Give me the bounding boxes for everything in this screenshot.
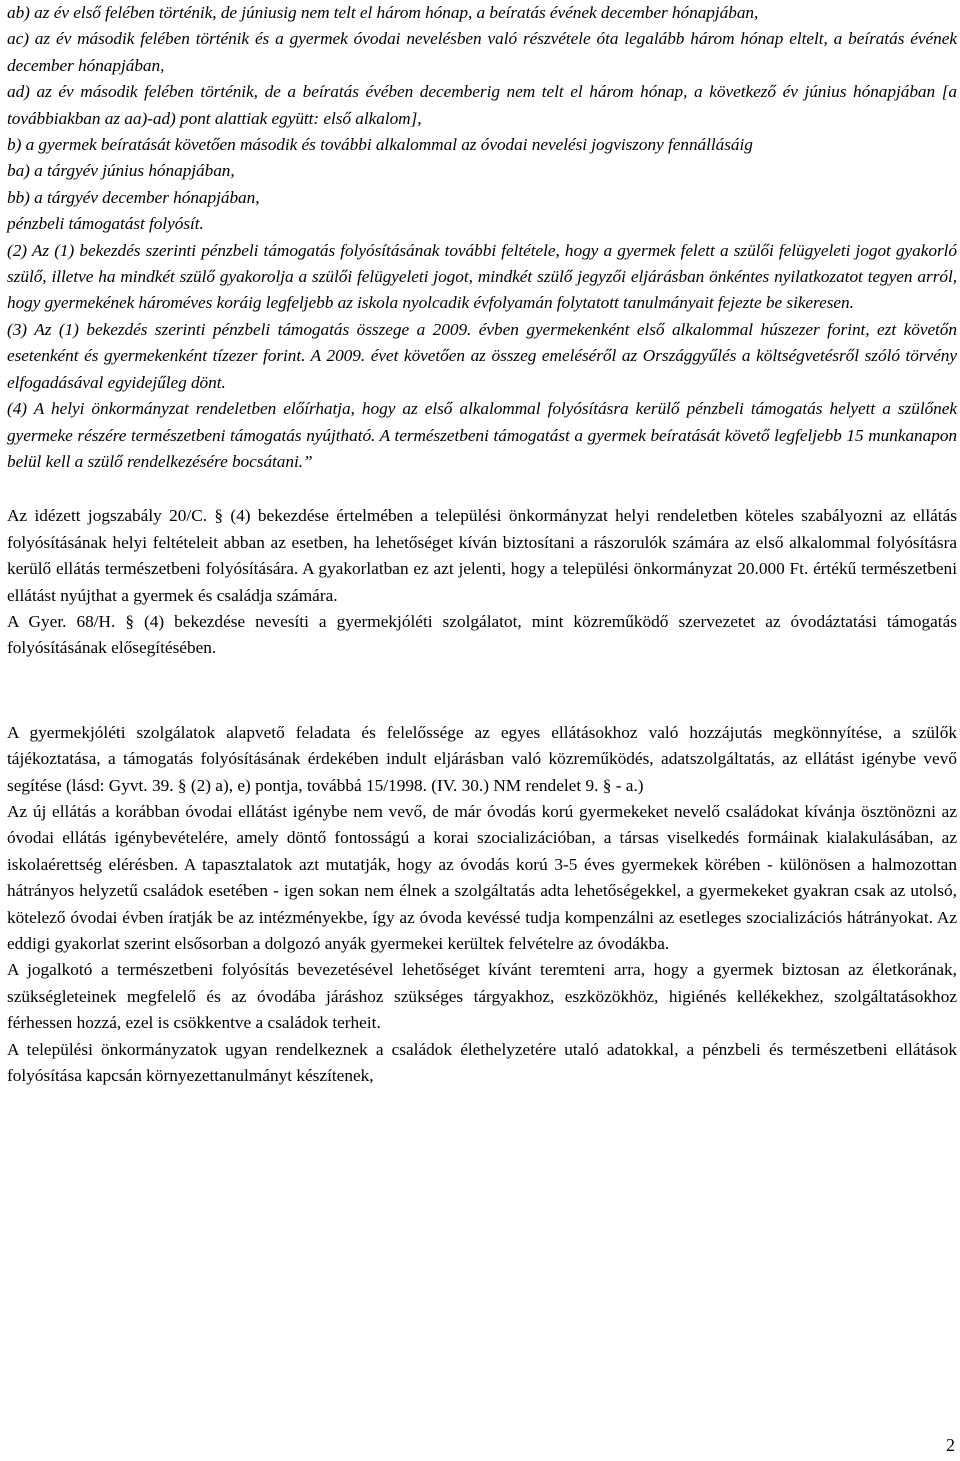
paragraph-ac: ac) az év második felében történik és a gyermek óvodai nevelésben való részvétele óta legalább három hónap eltelt, a beíratás évének december hónapjában, (7, 29, 957, 75)
paragraph-municipalities: A települési önkormányzatok ugyan rendelkeznek a családok élethelyzetére utaló adatokkal, a pénzbeli és természetbeni ellátások folyósítása kapcsán környezettanulmányt készítenek, (7, 1039, 957, 1086)
paragraph-bb: bb) a tárgyév december hónapjában, (7, 187, 260, 207)
paragraph-gyer: A Gyer. 68/H. § (4) bekezdése nevesíti a gyermekjóléti szolgálatot, mint közreműködő szervezetet az óvodáztatási támogatás folyósításának elősegítésében. (7, 611, 957, 658)
paragraph-ab: ab) az év első felében történik, de júniusig nem telt el három hónap, a beíratás évének december hónapjában, (7, 3, 759, 22)
paragraph-legislator-intent: A jogalkotó a természetbeni folyósítás bevezetésével lehetőséget kívánt teremteni arra, hogy a gyermek biztosan az életkorának, szükségleteinek megfelelő és az óvodába járáshoz szükséges tárgyakhoz, eszközökhöz, higiénés kellékekhez, szolgáltatásokhoz férhessen hozzá, ezel is csökkentve a családok terheit. (7, 960, 957, 1033)
paragraph-ad: ad) az év második felében történik, de a beíratás évében decemberig nem telt el három hónap, a következő év június hónapjában [a továbbiakban az aa)-ad) pont alattiak együtt: első alkalom], (7, 82, 957, 128)
quoted-law-block (7, 0, 957, 475)
document-page (7, 0, 957, 1089)
paragraph-child-welfare-tasks: A gyermekjóléti szolgálatok alapvető feladata és felelőssége az egyes ellátásokhoz való hozzájutás megkönnyítése, a szülők tájékoztatása, a támogatás folyósításának érdekében indult eljárásban való közreműködés, adatszolgáltatás, az ellátást igénybe vevő segítése (lásd: Gyvt. 39. § (2) a), e) pontja, továbbá 15/1998. (IV. 30.) NM rendelet 9. § - a.) (7, 722, 957, 795)
paragraph-section-3: (3) Az (1) bekezdés szerinti pénzbeli támogatás összege a 2009. évben gyermekenként első alkalommal húszezer forint, ezt követőn esetenként és gyermekenként tízezer forint. A 2009. évet követően az összeg emeléséről az Országgyűlés a költségvetésről szóló törvény elfogadásával egyidejűleg dönt. (7, 319, 957, 392)
commentary-block (7, 503, 957, 661)
spacer (7, 475, 957, 503)
paragraph-b: b) a gyermek beíratását követően második és további alkalommal az óvodai nevelési jogviszony fennállásáig (7, 135, 753, 155)
paragraph-new-benefit: Az új ellátás a korábban óvodai ellátást igénybe nem vevő, de már óvodás korú gyermekeket nevelő családokat kívánja ösztönözni az óvodai ellátás igénybevételére, amely döntő fontosságú a korai szocializációban, a társas viselkedés formáinak kialakulásában, az iskolaérettség elérésben. A tapasztalatok azt mutatják, hogy az óvodás korú 3-5 éves gyermekek körében - különösen a halmozottan hátrányos helyzetű családok esetében - igen sokan nem élnek a szolgáltatás adta lehetőségekkel, a gyermekeket gyakran csak az utolsó, kötelező óvodai évben íratják be az intézményekbe, így az óvoda kevéssé tudja kompenzálni az esetleges szocializációs hátrányokat. Az eddigi gyakorlat szerint elsősorban a dolgozó anyák gyermekei kerültek felvételre az óvodákba. (7, 801, 957, 953)
paragraph-closing: pénzbeli támogatást folyósít. (7, 214, 204, 234)
spacer (7, 662, 957, 720)
paragraph-ba: ba) a tárgyév június hónapjában, (7, 161, 235, 181)
page-number: 2 (946, 1435, 955, 1455)
paragraph-section-2: (2) Az (1) bekezdés szerinti pénzbeli támogatás folyósításának további feltétele, hogy a gyermek felett a szülői felügyeleti jogot gyakorló szülő, illetve ha mindkét szülő gyakorolja a szülői felügyeleti jogot, mindkét szülő jegyzői eljárásban önkéntes nyilatkozatot tegyen arról, hogy gyermekének hároméves koráig legfeljebb az iskola nyolcadik évfolyamán folytatott tanulmányait fejezte be sikeresen. (7, 240, 957, 313)
main-text-block (7, 720, 957, 1090)
paragraph-section-4: (4) A helyi önkormányzat rendeletben előírhatja, hogy az első alkalommal folyósításra kerülő pénzbeli támogatás helyett a szülőnek gyermeke részére természetbeni támogatás nyújtható. A természetbeni támogatást a gyermek beíratását követő legfeljebb 15 munkanapon belül kell a szülő rendelkezésére bocsátani.” (7, 399, 957, 471)
paragraph-cited-law: Az idézett jogszabály 20/C. § (4) bekezdése értelmében a települési önkormányzat helyi rendeletben köteles szabályozni az ellátás folyósításának helyi feltételeit abban az esetben, ha lehetőséget kíván biztosítani a rászorulók számára az első alkalommal folyósításra kerülő ellátás természetbeni folyósítására. A gyakorlatban ez azt jelenti, hogy a települési önkormányzat 20.000 Ft. értékű természetbeni ellátást nyújthat a gyermek és családja számára. (7, 506, 957, 605)
